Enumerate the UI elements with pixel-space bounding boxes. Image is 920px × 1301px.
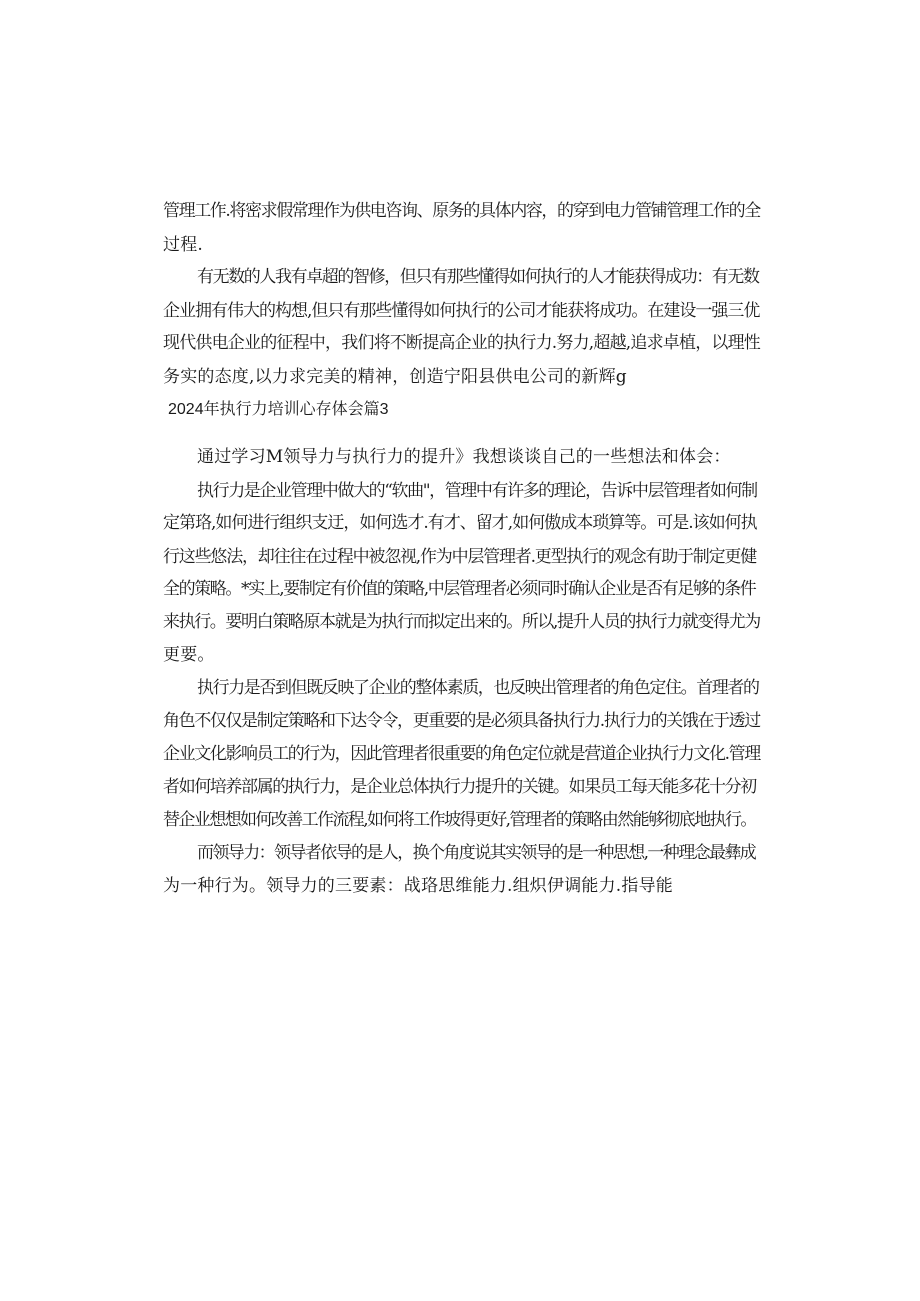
text-line: 过程.	[163, 235, 204, 255]
text-line: 管理工作.将密求假常理作为供电咨询、原务的具体内容，的穿到电力管铺管理工作的全	[163, 201, 760, 221]
paragraph-first-line: 而领导力：领导者依导的是人，换个角度说其实领导的是一种思想,一种理念最彝成	[197, 843, 756, 863]
text-line: 来执行。要明白策略原本就是为执行而拟定出来的。所以,提升人员的执行力就变得尤为	[163, 612, 760, 632]
text-line: 企业拥有伟大的构想,但只有那些懂得如何执行的公司才能获将成功。在建设一强三优	[163, 301, 760, 321]
text-line: 务实的态度,以力求完美的精神，创造宁阳县供电公司的新辉g	[163, 367, 627, 387]
paragraph-first-line: 有无数的人我有卓超的智修，但只有那些懂得如何执行的人才能获得成功：有无数	[197, 267, 759, 287]
text-line: 企业文化影响员工的行为，因此管理者很重要的角色定位就是营道企业执行力文化.管理	[163, 744, 760, 764]
text-line: 行这些悠法，却往往在过程中被忽视,作为中层管理者.更型执行的观念有助于制定更健	[163, 547, 757, 567]
intro-line: 通过学习M领导力与执行力的提升》我想谈谈自己的一些想法和体会：	[197, 447, 731, 467]
paragraph-first-line: 执行力是企业管理中做大的“软曲"，管理中有许多的理论，告诉中层管理者如何制	[197, 481, 757, 501]
text-line: 者如何培养部属的执行力，是企业总体执行力提升的关键。如果员工每天能多花十分初	[163, 777, 756, 797]
text-line: 现代供电企业的征程中，我们将不断提高企业的执行力.努力,超越,追求卓植，以理性	[163, 333, 761, 353]
text-line: 为一种行为。领导力的三要素：战珞思维能力.组炽伊调能力.指导能	[163, 876, 674, 896]
paragraph-first-line: 执行力是否到但既反映了企业的整体素质，也反映出管理者的角色定住。首理者的	[197, 678, 759, 698]
section-heading: 2024年执行力培训心存体会篇3	[168, 401, 389, 418]
text-line: 替企业想想如何改善工作流程,如何将工作坡得更好,管理者的策略由然能够彻底地执行。	[163, 810, 756, 830]
text-line: 定第珞,如何进行组织支迂，如何选才.有才、留才,如何傲成本琐算等。可是.该如何执	[163, 513, 757, 533]
text-line: 更要。	[163, 645, 215, 665]
text-line: 角色不仅仅是制定策略和下达令令，更重要的是必须具备执行力.执行力的关饿在于透过	[163, 711, 760, 731]
text-line: 全的策略。*实上,要制定有价值的策略,中层管理者必须同时确认企业是否有足够的条件	[163, 579, 756, 599]
